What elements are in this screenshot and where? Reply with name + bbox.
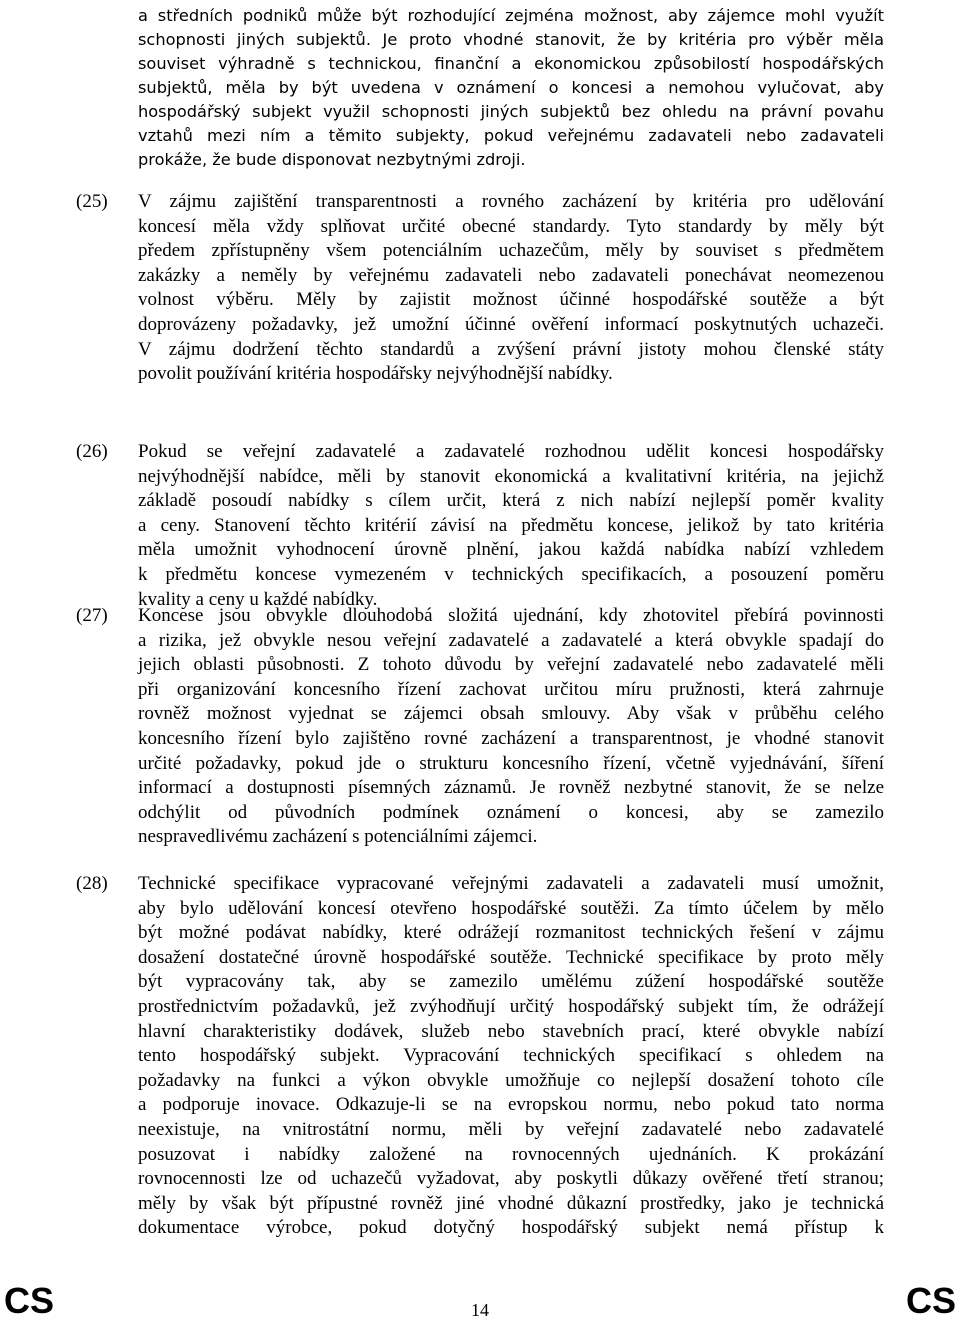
text-line: subjektů, měla by být uvedena v oznámení o koncesi a nemohou vylučovat, aby: [138, 78, 884, 97]
text-line: a rizika, jež obvykle nesou veřejní zadavatelé a zadavatelé a která obvykle spadají do: [138, 629, 884, 651]
paragraph-number: (28): [76, 873, 108, 894]
text-line: a středních podniků může být rozhodující zejména možnost, aby zájemce mohl využít: [138, 6, 884, 25]
text-line: být vypracovány tak, aby se zamezilo umělému zúžení hospodářské soutěže: [138, 971, 884, 993]
paragraph-number: (25): [76, 191, 108, 212]
text-line: vztahů mezi ním a těmito subjekty, pokud veřejnému zadavateli nebo zadavateli: [138, 126, 884, 145]
text-line: volnost výběru. Měly by zajistit možnost účinné hospodářské soutěže a být: [138, 289, 884, 311]
text-line: schopnosti jiných subjektů. Je proto vhodné stanovit, že by kritéria pro výběr měla: [138, 30, 884, 49]
text-line: a podporuje inovace. Odkazuje-li se na evropskou normu, nebo pokud tato norma: [138, 1094, 884, 1116]
text-line: nejvýhodnější nabídce, měli by stanovit ekonomická a kvalitativní kritéria, na jejichž: [138, 465, 884, 487]
text-line: základě posoudí nabídky s cílem určit, která z nich nabízí nejlepší poměr kvality: [138, 490, 884, 512]
text-line: být možné podávat nabídky, které odrážejí rozmanitost technických řešení v zájmu: [138, 922, 884, 944]
text-line: V zájmu zajištění transparentnosti a rovného zacházení by kritéria pro udělování: [138, 191, 884, 212]
text-line: aby bylo udělování koncesí otevřeno hospodářské soutěži. Za tímto účelem by mělo: [138, 897, 884, 919]
text-line: odchýlit od původních podmínek oznámení o koncesi, aby se zamezilo: [138, 801, 884, 823]
text-line: V zájmu dodržení těchto standardů a zvýšení právní jistoty mohou členské státy: [138, 338, 884, 360]
text-line: Koncese jsou obvykle dlouhodobá složitá ujednání, kdy zhotovitel přebírá povinnosti: [138, 605, 884, 626]
page-number: 14: [471, 1300, 489, 1320]
text-line: rovněž možnost vyjednat se zájemci obsah smlouvy. Aby však v průběhu celého: [138, 703, 884, 725]
text-line: povolit používání kritéria hospodářsky nejvýhodnější nabídky.: [138, 363, 613, 385]
text-line: prokáže, že bude disponovat nezbytnými zdroji.: [138, 150, 526, 169]
text-line: jejich oblasti působnosti. Z tohoto důvodu by veřejní zadavatelé nebo zadavatelé měli: [138, 654, 884, 676]
text-line: zakázky a neměly by veřejnému zadavateli nebo zadavateli ponechávat neomezenou: [138, 264, 884, 286]
text-line: k předmětu koncese vymezeném v technických specifikacích, a posouzení poměru: [138, 564, 884, 585]
paragraph-number: (27): [76, 605, 108, 626]
text-line: při organizování koncesního řízení zachovat určitou míru pružnosti, která zahrnuje: [138, 678, 884, 700]
footer-language-left: CS: [4, 1280, 55, 1321]
text-line: tento hospodářský subjekt. Vypracování technických specifikací s ohledem na: [138, 1045, 884, 1067]
paragraph-number: (26): [76, 441, 108, 462]
text-line: dosažení dostatečné úrovně hospodářské soutěže. Technické specifikace by proto měly: [138, 946, 884, 968]
text-line: Technické specifikace vypracované veřejnými zadavateli a zadavateli musí umožnit,: [138, 873, 884, 894]
text-line: a ceny. Stanovení těchto kritérií závisí na předmětu koncese, jelikož by tato kritéria: [138, 514, 884, 536]
text-line: posuzovat i nabídky založené na rovnocenných ujednáních. K prokázání: [138, 1143, 884, 1165]
footer-language-right: CS: [905, 1280, 956, 1321]
text-line: měly by však být přípustné rovněž jiné vhodné důkazní prostředky, jako je technická: [138, 1192, 884, 1214]
text-line: Pokud se veřejní zadavatelé a zadavatelé rozhodnou udělit koncesi hospodářsky: [138, 441, 884, 462]
text-line: koncesního řízení bylo zajištěno rovné zacházení a transparentnost, je vhodné stanovit: [138, 728, 884, 749]
text-line: požadavky na funkci a výkon obvykle umožňuje co nejlepší dosažení tohoto cíle: [138, 1069, 884, 1091]
text-line: prostřednictvím požadavků, jež zvýhodňují určitý hospodářský subjekt tím, že odrážejí: [138, 996, 884, 1017]
text-line: dokumentace výrobce, pokud dotyčný hospodářský subjekt nemá přístup k: [138, 1217, 884, 1239]
text-line: souviset výhradně s technickou, finanční a ekonomickou způsobilostí hospodářských: [138, 54, 884, 73]
text-line: hospodářský subjekt využil schopnosti jiných subjektů bez ohledu na právní povahu: [138, 102, 884, 121]
text-line: neexistuje, na vnitrostátní normu, měli by veřejní zadavatelé nebo zadavatelé: [138, 1119, 884, 1140]
text-line: měla umožnit vyhodnocení úrovně plnění, jakou každá nabídka nabízí vzhledem: [138, 539, 884, 561]
text-line: informací a dostupnosti písemných záznamů. Je rovněž nezbytné stanovit, že se nelze: [138, 777, 884, 799]
text-line: určité požadavky, pokud jde o strukturu koncesního řízení, včetně vyjednávání, šíření: [138, 752, 884, 774]
text-line: hlavní charakteristiky dodávek, služeb nebo stavebních prací, které obvykle nabízí: [138, 1020, 884, 1042]
text-line: předem zpřístupněny všem potenciálním uchazečům, měly by souviset s předmětem: [138, 240, 884, 262]
text-line: koncesí měla vždy splňovat určité obecné standardy. Tyto standardy by měly být: [138, 215, 884, 237]
text-line: rovnocennosti lze od uchazečů vyžadovat, aby poskytli důkazy ověřené třetí stranou;: [138, 1168, 884, 1190]
text-line: doprovázeny požadavky, jež umožní účinné ověření informací poskytnutých uchazeči.: [138, 314, 884, 335]
text-line: kvality a ceny u každé nabídky.: [138, 588, 378, 610]
text-line: nespravedlivému zacházení s potenciálními zájemci.: [138, 826, 538, 848]
